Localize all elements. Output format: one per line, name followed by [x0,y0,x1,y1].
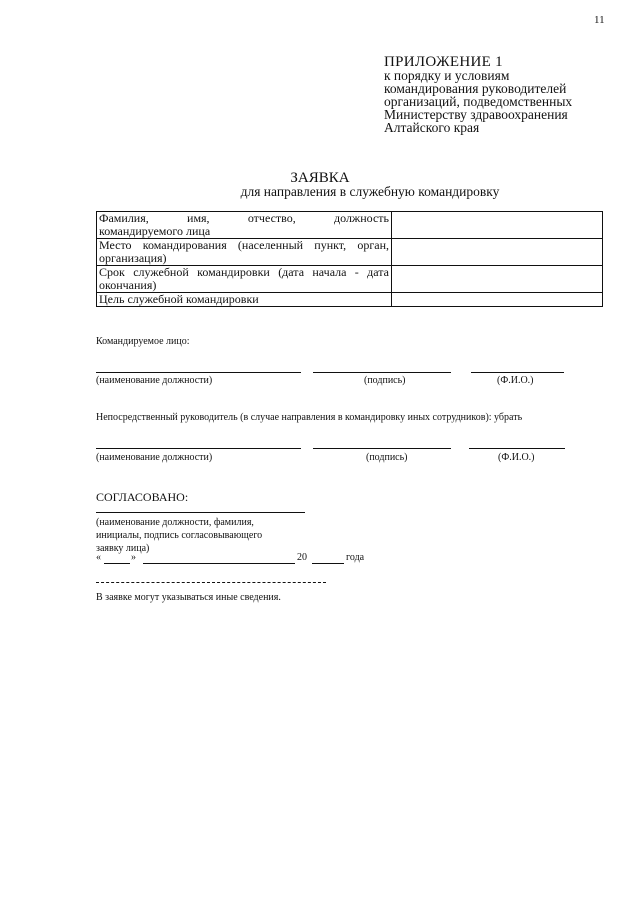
table-row [97,266,603,293]
date-year-line[interactable] [312,563,344,564]
approval-caption-line: (наименование должности, фамилия, [96,517,254,528]
traveler-position-caption: (наименование должности) [96,375,213,386]
date-month-line[interactable] [143,563,295,564]
approval-caption-line: заявку лица) [96,543,150,554]
manager-heading: Непосредственный руководитель (в случае направления в командировку иных сотрудников): убрать [96,412,523,423]
date-close-quote: » [131,552,136,563]
manager-name-caption: (Ф.И.О.) [498,452,535,463]
row-value[interactable] [392,266,603,293]
traveler-name-line[interactable] [471,372,564,373]
date-year-suffix: года [346,552,365,563]
annex-line: Алтайского края [384,120,480,135]
row-value[interactable] [392,212,603,239]
manager-signature-line[interactable] [313,448,451,449]
approval-caption-line: инициалы, подпись согласовывающего [96,530,263,541]
approval-heading: СОГЛАСОВАНО: [96,490,189,504]
annex-line: организаций, подведомственных [384,94,573,109]
footnote-separator [96,582,326,583]
manager-signature-caption: (подпись) [366,452,408,463]
table-row [97,293,603,307]
traveler-signature-caption: (подпись) [364,375,406,386]
document-subtitle: для направления в служебную командировку [240,184,500,199]
date-open-quote: « [96,552,101,563]
row-label [97,266,392,293]
annex-line: Министерству здравоохранения [384,107,568,122]
table-row [97,212,603,239]
document-title: ЗАЯВКА [290,170,350,186]
traveler-signature-line[interactable] [313,372,451,373]
manager-position-caption: (наименование должности) [96,452,213,463]
row-label-line: Место командирования (населенный пункт, орган, [99,238,389,252]
traveler-position-line[interactable] [96,372,301,373]
annex-line: командирования руководителей [384,81,567,96]
row-label-line: Срок служебной командировки (дата начала - дата [99,265,389,279]
approval-signature-line[interactable] [96,512,305,513]
page-number: 11 [594,14,605,26]
row-label-line: окончания) [99,278,157,292]
footnote: В заявке могут указываться иные сведения. [96,592,281,603]
date-day-line[interactable] [104,563,130,564]
date-year-prefix: 20 [297,552,307,563]
row-label [97,212,392,239]
row-label-line: Цель служебной командировки [99,292,259,306]
manager-position-line[interactable] [96,448,301,449]
row-label [97,239,392,266]
annex-line: к порядку и условиям [384,68,510,83]
table-row [97,239,603,266]
row-value[interactable] [392,293,603,307]
row-label-line: организация) [99,251,167,265]
annex-block [384,56,572,134]
annex-title: ПРИЛОЖЕНИЕ 1 [384,54,503,70]
traveler-heading: Командируемое лицо: [96,336,190,347]
approval-caption [96,516,262,555]
row-value[interactable] [392,239,603,266]
row-label-line: Фамилия, имя, отчество, должность [99,211,389,225]
row-label [97,293,392,307]
row-label-line: командируемого лица [99,224,211,238]
manager-name-line[interactable] [469,448,565,449]
request-table [96,211,603,307]
traveler-name-caption: (Ф.И.О.) [497,375,534,386]
